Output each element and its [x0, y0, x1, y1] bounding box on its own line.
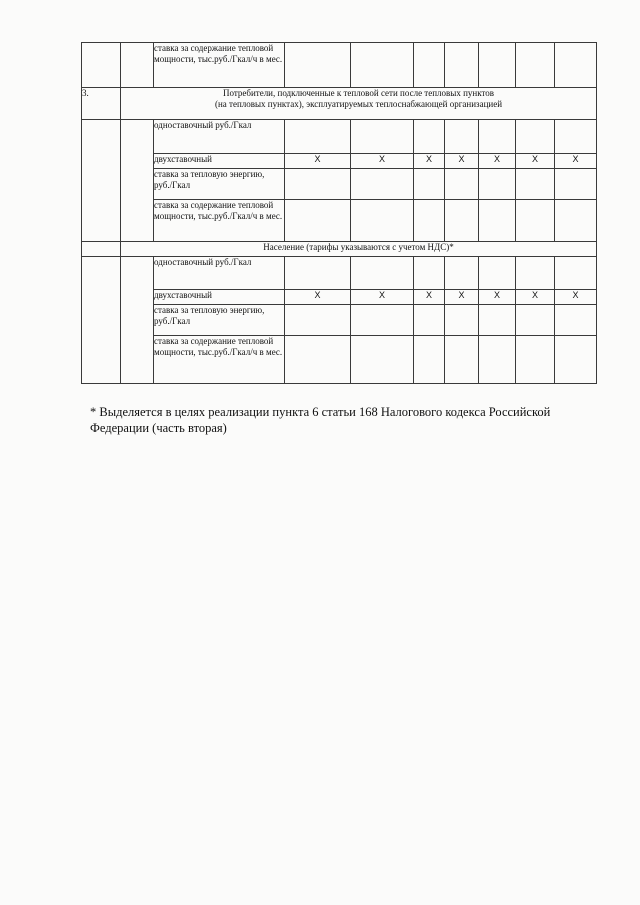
footnote: * Выделяется в целях реализации пункта 6 статьи 168 Налогового кодекса Российской Федерации (часть вторая): [90, 405, 551, 435]
x-mark: X: [285, 290, 351, 305]
table-row: [82, 257, 597, 290]
row-label-double: двухставочный: [154, 290, 285, 305]
x-mark: X: [479, 290, 516, 305]
x-mark: X: [414, 154, 445, 169]
x-mark: X: [351, 154, 414, 169]
x-mark: X: [445, 154, 479, 169]
row-label-energy: ставка за тепловую энергию, руб./Гкал: [154, 169, 285, 200]
row-label-double: двухставочный: [154, 154, 285, 169]
table-row: [82, 169, 597, 200]
x-mark: X: [555, 154, 597, 169]
section-title-line: (на тепловых пунктах), эксплуатируемых теплоснабжающей организацией: [214, 99, 503, 109]
table-row: [82, 290, 597, 305]
tariff-table: [81, 42, 597, 384]
x-mark: X: [414, 290, 445, 305]
row-label-capacity: ставка за содержание тепловой мощности, тыс.руб./Гкал/ч в мес.: [154, 336, 285, 384]
x-mark: X: [479, 154, 516, 169]
x-mark: X: [516, 290, 555, 305]
row-label-capacity: ставка за содержание тепловой мощности, тыс.руб./Гкал/ч в мес.: [154, 43, 285, 88]
population-title: Население (тарифы указываются с учетом НДС)*: [121, 242, 597, 257]
table-row: [82, 336, 597, 384]
section-title: [121, 88, 597, 120]
row-label-single: одноставочный руб./Гкал: [154, 257, 285, 290]
table-row: [82, 154, 597, 169]
section-number: 3.: [82, 88, 121, 120]
section-title-line: Потребители, подключенные к тепловой сети после тепловых пунктов: [222, 88, 495, 98]
section-header-row: [82, 242, 597, 257]
table-row: [82, 200, 597, 242]
row-label-capacity: ставка за содержание тепловой мощности, тыс.руб./Гкал/ч в мес.: [154, 200, 285, 242]
x-mark: X: [351, 290, 414, 305]
table-row: [82, 305, 597, 336]
table-row: [82, 120, 597, 154]
section-header-row: [82, 88, 597, 120]
row-label-single: одноставочный руб./Гкал: [154, 120, 285, 154]
x-mark: X: [445, 290, 479, 305]
row-label-energy: ставка за тепловую энергию, руб./Гкал: [154, 305, 285, 336]
x-mark: X: [516, 154, 555, 169]
table-row: [82, 43, 597, 88]
x-mark: X: [555, 290, 597, 305]
x-mark: X: [285, 154, 351, 169]
